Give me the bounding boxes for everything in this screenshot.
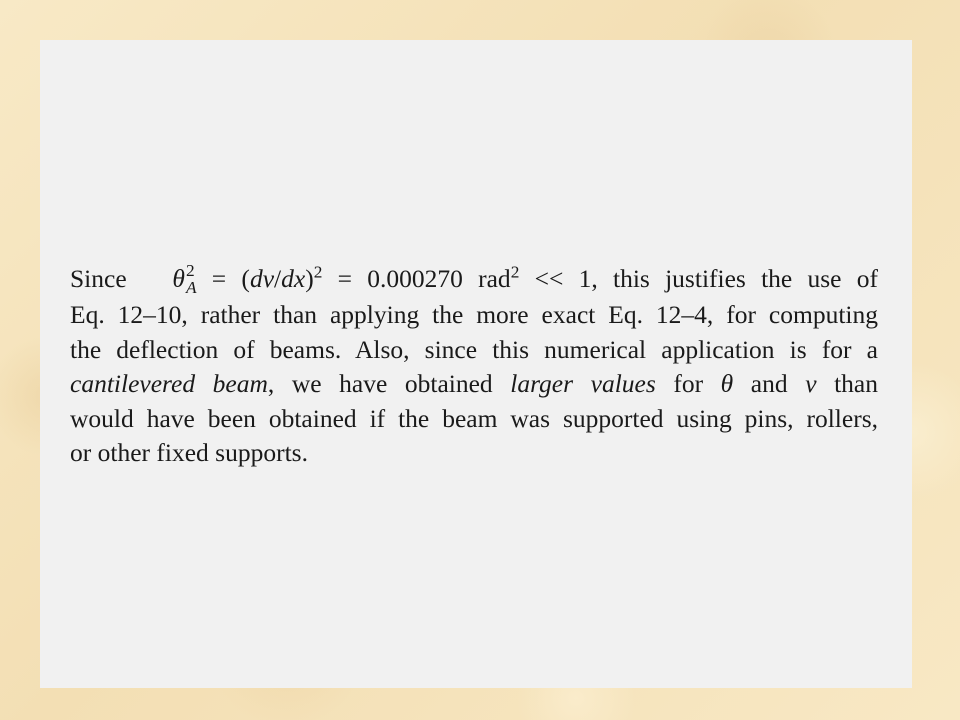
theta-subscript: A — [185, 278, 197, 298]
line-4-mid: , we have obtained — [267, 369, 511, 399]
paragraph-line-3: the deflection of beams. Also, since this numerical application is for a — [70, 334, 878, 364]
theta-a-symbol — [172, 262, 196, 298]
paragraph-line-5: would have been obtained if the beam was supported using pins, rollers, — [70, 403, 878, 433]
cantilevered-beam-text: cantilevered beam — [70, 369, 268, 399]
theta-symbol: θ — [172, 264, 185, 293]
dv-symbol: dv — [249, 264, 275, 293]
paragraph-line-6: or other fixed supports. — [70, 438, 308, 468]
theta-superscript: 2 — [185, 260, 195, 280]
line-4-than: than — [816, 369, 878, 399]
larger-values-text: larger values — [510, 369, 656, 399]
paragraph-line-1 — [70, 262, 878, 298]
slide-panel — [40, 40, 912, 688]
value-rad: = 0.000270 rad — [322, 264, 511, 293]
derivative-power: 2 — [313, 262, 323, 282]
line-4-and: and — [733, 369, 806, 399]
word-since: Since — [70, 264, 127, 293]
line-1-rest: << 1, this justifies the use of — [519, 264, 878, 293]
line-4-for: for — [655, 369, 721, 399]
paragraph-line-4 — [70, 367, 878, 402]
theta-inline-symbol: θ — [720, 369, 734, 399]
dx-symbol: dx — [281, 264, 306, 293]
slash-symbol: / — [274, 264, 282, 293]
paragraph-line-2: Eq. 12–10, rather than applying the more exact Eq. 12–4, for computing — [70, 300, 878, 330]
v-inline-symbol: v — [805, 369, 817, 399]
body-paragraph — [70, 262, 878, 471]
close-paren: ) — [305, 264, 314, 293]
equals-open-paren: = ( — [196, 264, 250, 293]
rad-power: 2 — [510, 262, 520, 282]
